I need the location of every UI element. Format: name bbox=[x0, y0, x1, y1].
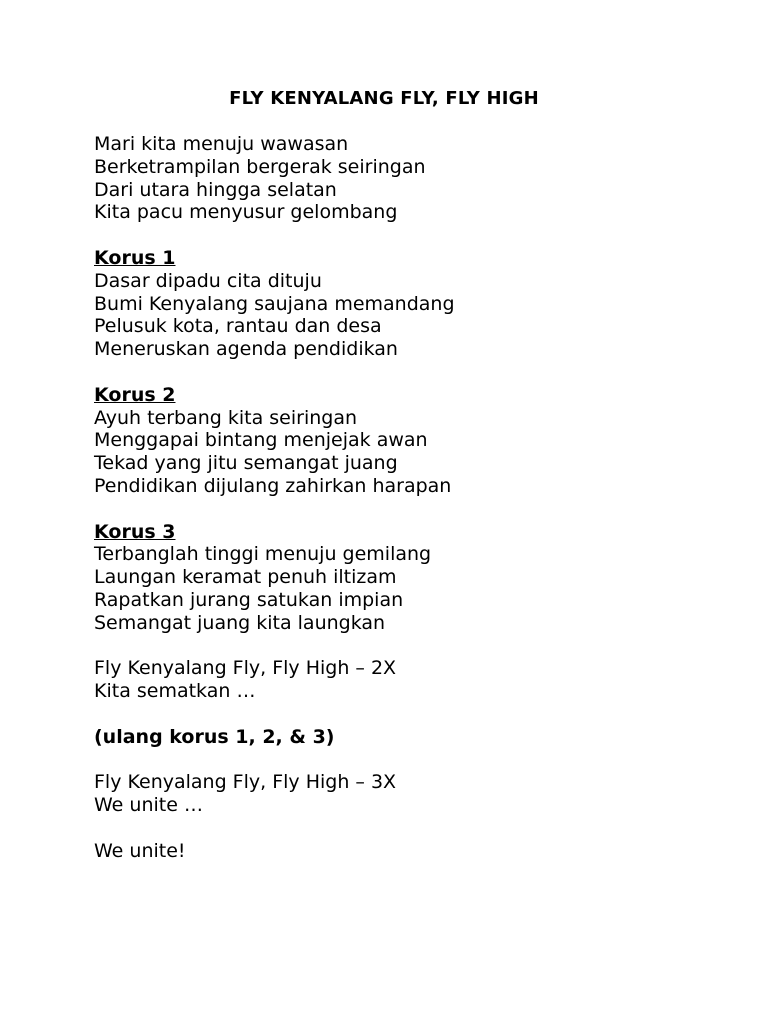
lyric-line: Meneruskan agenda pendidikan bbox=[94, 338, 398, 361]
spacer bbox=[94, 361, 734, 384]
chorus-heading: Korus 2 bbox=[94, 383, 176, 406]
lyric-line: Mari kita menuju wawasan bbox=[94, 133, 349, 155]
chorus-heading: Korus 1 bbox=[94, 246, 176, 269]
chorus-3 bbox=[94, 521, 734, 635]
spacer bbox=[94, 703, 734, 726]
song-title: FLY KENYALANG FLY, FLY HIGH bbox=[229, 88, 539, 109]
lyric-line: Pendidikan dijulang zahirkan harapan bbox=[94, 474, 452, 497]
lyric-line: We unite … bbox=[94, 794, 203, 817]
closing-line: We unite! bbox=[94, 839, 186, 862]
lyric-line: Semangat juang kita laungkan bbox=[94, 611, 386, 634]
lyric-line: Kita pacu menyusur gelombang bbox=[94, 201, 398, 224]
lyric-line: Terbanglah tinggi menuju gemilang bbox=[94, 543, 432, 566]
spacer bbox=[94, 749, 734, 772]
refrain-2 bbox=[94, 771, 734, 817]
lyrics-body bbox=[94, 133, 734, 863]
verse-1 bbox=[94, 133, 734, 224]
spacer bbox=[94, 498, 734, 521]
spacer bbox=[94, 817, 734, 840]
chorus-1 bbox=[94, 247, 734, 361]
lyric-line: Pelusuk kota, rantau dan desa bbox=[94, 315, 382, 338]
lyric-line: Tekad yang jitu semangat juang bbox=[94, 452, 398, 475]
repeat-note: (ulang korus 1, 2, & 3) bbox=[94, 725, 335, 748]
lyric-line: Rapatkan jurang satukan impian bbox=[94, 588, 404, 611]
chorus-2 bbox=[94, 384, 734, 498]
lyric-line: Dasar dipadu cita dituju bbox=[94, 269, 322, 292]
lyric-line: Bumi Kenyalang saujana memandang bbox=[94, 292, 455, 315]
spacer bbox=[94, 224, 734, 247]
lyric-line: Fly Kenyalang Fly, Fly High – 2X bbox=[94, 657, 397, 680]
lyric-line: Menggapai bintang menjejak awan bbox=[94, 429, 428, 452]
spacer bbox=[94, 635, 734, 658]
lyric-line: Ayuh terbang kita seiringan bbox=[94, 406, 358, 429]
lyric-line: Berketrampilan bergerak seiringan bbox=[94, 155, 426, 178]
chorus-heading: Korus 3 bbox=[94, 520, 176, 543]
lyric-line: Fly Kenyalang Fly, Fly High – 3X bbox=[94, 771, 397, 794]
lyric-line: Laungan keramat penuh iltizam bbox=[94, 566, 397, 589]
lyric-line: Dari utara hingga selatan bbox=[94, 178, 337, 201]
lyric-line: Kita sematkan … bbox=[94, 680, 256, 703]
refrain-1 bbox=[94, 657, 734, 703]
